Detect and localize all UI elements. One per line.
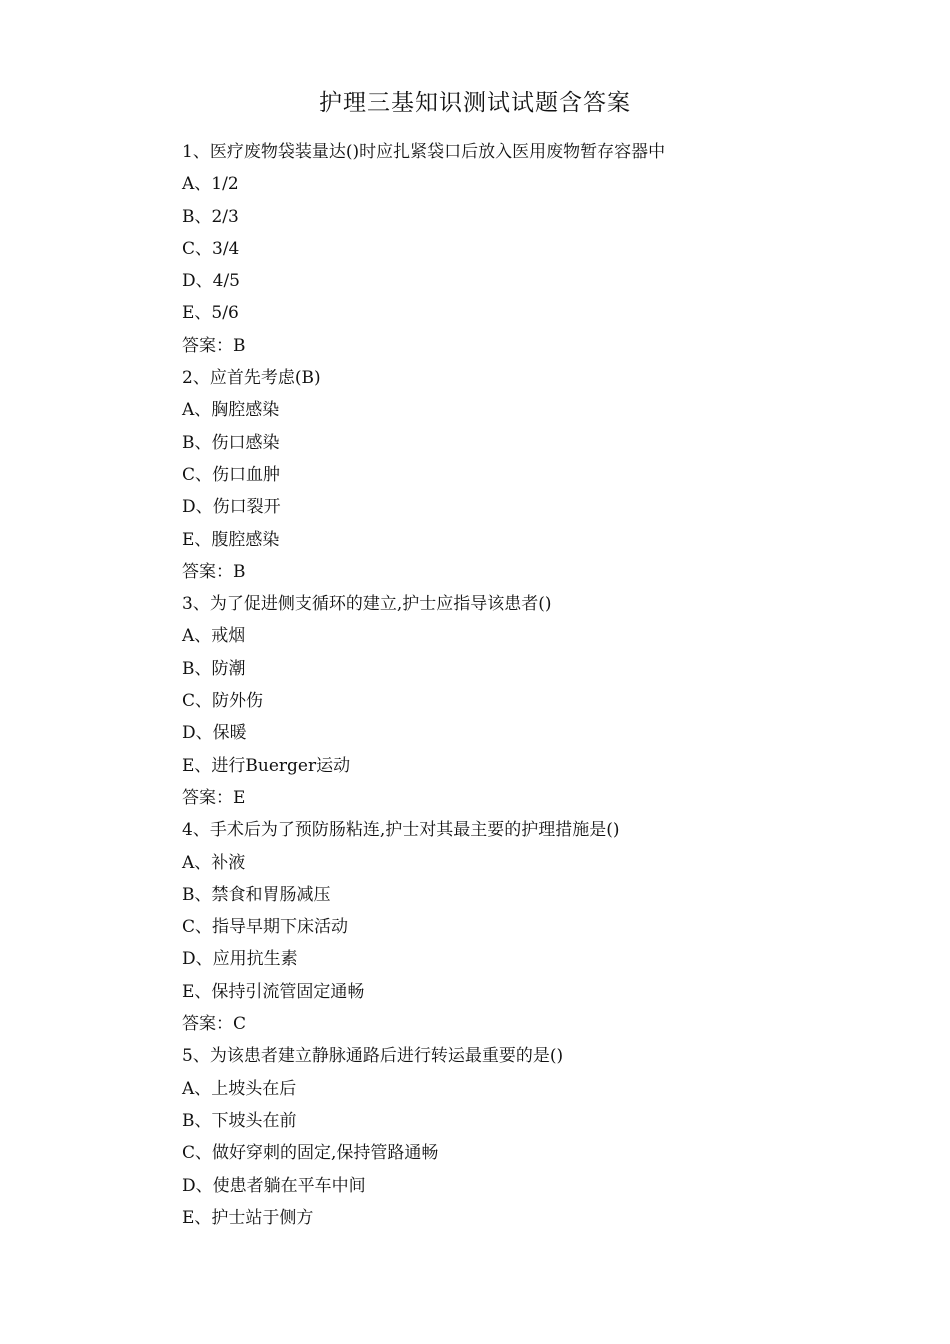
question-5-stem: 5、为该患者建立静脉通路后进行转运最重要的是() <box>182 1046 564 1067</box>
question-3-option-b: B、防潮 <box>182 658 246 679</box>
question-3-option-a: A、戒烟 <box>182 626 246 647</box>
question-4-option-c: C、指导早期下床活动 <box>182 917 349 938</box>
question-3-stem: 3、为了促进侧支循环的建立,护士应指导该患者() <box>182 594 552 615</box>
question-2-option-c: C、伤口血肿 <box>182 464 281 485</box>
question-2-option-d: D、伤口裂开 <box>182 497 281 518</box>
question-2-option-a: A、胸腔感染 <box>182 400 280 421</box>
question-3-option-d: D、保暖 <box>182 723 247 744</box>
question-4-option-b: B、禁食和胃肠减压 <box>182 884 331 905</box>
question-2-stem: 2、应首先考虑(B) <box>182 368 321 389</box>
question-1-option-a: A、1/2 <box>182 174 239 195</box>
question-3-option-e: E、进行Buerger运动 <box>182 755 351 776</box>
question-1-answer: 答案：B <box>182 335 246 356</box>
question-2-option-b: B、伤口感染 <box>182 432 280 453</box>
question-5-option-c: C、做好穿刺的固定,保持管路通畅 <box>182 1143 439 1164</box>
question-2-answer: 答案：B <box>182 561 246 582</box>
question-4-option-a: A、补液 <box>182 852 246 873</box>
question-1-option-b: B、2/3 <box>182 206 239 227</box>
question-1-stem: 1、医疗废物袋装量达()时应扎紧袋口后放入医用废物暂存容器中 <box>182 142 666 162</box>
question-5-option-e: E、护士站于侧方 <box>182 1207 314 1228</box>
question-3-answer: 答案：E <box>182 787 246 808</box>
question-5-option-d: D、使患者躺在平车中间 <box>182 1175 366 1196</box>
question-4-stem: 4、手术后为了预防肠粘连,护士对其最主要的护理措施是() <box>182 820 620 841</box>
document-title: 护理三基知识测试试题含答案 <box>319 90 631 116</box>
question-2-option-e: E、腹腔感染 <box>182 529 280 550</box>
question-5-option-b: B、下坡头在前 <box>182 1110 297 1131</box>
question-list <box>182 136 822 1234</box>
question-1-option-d: D、4/5 <box>182 271 240 292</box>
question-1-option-c: C、3/4 <box>182 238 240 259</box>
question-4-answer: 答案：C <box>182 1014 247 1035</box>
question-3-option-c: C、防外伤 <box>182 691 264 712</box>
question-5-option-a: A、上坡头在后 <box>182 1078 297 1099</box>
question-1-option-e: E、5/6 <box>182 303 239 324</box>
question-4-option-d: D、应用抗生素 <box>182 949 298 970</box>
question-4-option-e: E、保持引流管固定通畅 <box>182 981 365 1002</box>
